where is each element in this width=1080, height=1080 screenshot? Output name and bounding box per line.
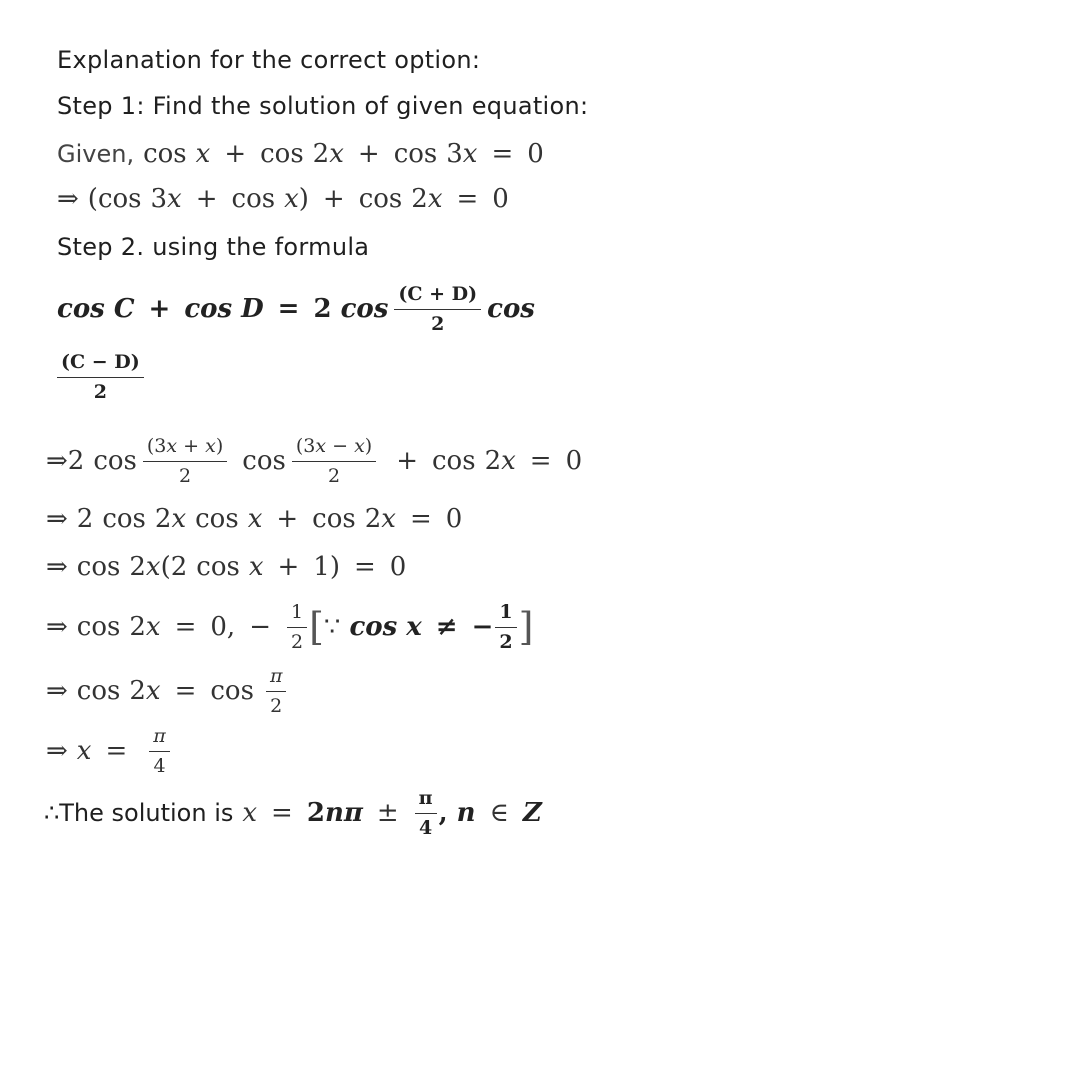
factored-equation: ⇒ cos 2 x (2 cos x + 1) = 0 xyxy=(46,552,407,582)
rearranged-equation: ⇒ (cos 3 x + cos x ) + cos 2 x = 0 xyxy=(57,184,509,214)
conclusion-prefix: ∴The solution is xyxy=(44,799,234,827)
step2-heading: Step 2. using the formula xyxy=(57,233,370,261)
fraction-diff-args: $\frac{(3x - x)}{2}$ xyxy=(292,436,376,487)
implies-symbol: ⇒ xyxy=(57,184,79,214)
cos-equation: ⇒ cos 2 x = cos $\frac{\pi}{2}$ xyxy=(46,662,292,720)
roots-line: ⇒ cos 2 x = 0, − $\frac{1}{2}$ [ ∵ cos x ≠ − $\frac{1}{2}$ ] xyxy=(46,600,534,653)
fraction-sum-args: $\frac{(3x + x)}{2}$ xyxy=(143,436,227,487)
explanation-heading: Explanation for the correct option: xyxy=(57,46,481,74)
x-value: ⇒ x = $\frac{\pi}{4}$ xyxy=(46,722,176,780)
formula-fraction-sum: $\frac{(C + D)}{2}$ xyxy=(394,284,481,335)
formula-continuation xyxy=(57,344,150,410)
formula-fraction-diff: $\frac{(C - D)}{2}$ xyxy=(57,352,144,403)
general-solution: ∴The solution is x = 2 nπ ± $\frac{\pi}{4}$ , n ∈ Z xyxy=(44,786,542,839)
given-equation: Given, cos x + cos 2 x + cos 3 x = 0 xyxy=(57,139,544,169)
given-prefix: Given, xyxy=(57,140,135,168)
step1-heading: Step 1: Find the solution of given equation: xyxy=(57,92,589,120)
sum-to-product-formula: cos C + cos D = 2 cos $\frac{(C + D)}{2}$ cos xyxy=(57,282,535,335)
applied-formula: ⇒2 cos $\frac{(3x + x)}{2}$ cos $\frac{(3x - x)}{2}$ + cos 2 x = 0 xyxy=(46,434,583,487)
simplified-equation: ⇒ 2 cos 2 x cos x + cos 2 x = 0 xyxy=(46,504,463,534)
